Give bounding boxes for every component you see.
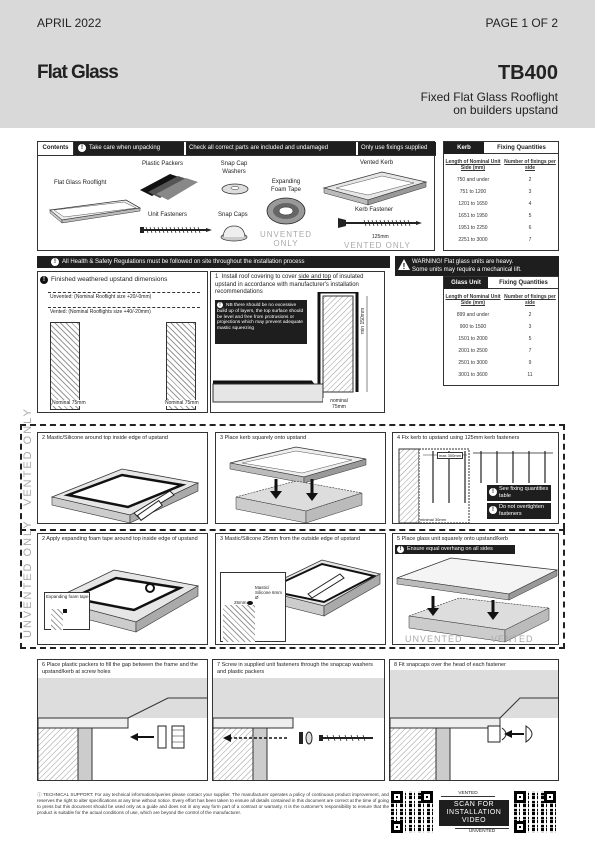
unpack-note: ! Take care when unpacking xyxy=(74,142,184,155)
kerb-fixing-table xyxy=(443,141,559,251)
vented-only-watermark: VENTED ONLY xyxy=(344,241,411,250)
exclamation-icon: ! xyxy=(78,144,86,152)
page-header xyxy=(0,0,595,128)
exclamation-icon: ! xyxy=(397,546,404,553)
brand-logo: Flat Glass xyxy=(37,62,118,83)
page-number: PAGE 1 OF 2 xyxy=(485,16,558,30)
exclamation-icon: ! xyxy=(217,302,223,308)
nominal-left: Nominal 75mm xyxy=(52,400,86,406)
mastic-offset-label: 25mm xyxy=(234,600,247,605)
upstand-title: ! Finished weathered upstand dimensions xyxy=(40,275,167,284)
vented-label: VENTED xyxy=(491,634,534,644)
vented-step-3: 3 Place kerb squarely onto upstand xyxy=(215,432,386,524)
glass-table-col1: Glass Unit xyxy=(444,277,488,289)
table-row: 1201 to 1650 4 xyxy=(458,201,532,207)
exclamation-icon: ! xyxy=(489,488,497,496)
packers-illustration xyxy=(136,168,206,202)
table-row: 2251 to 3000 7 xyxy=(458,237,532,243)
contents-label: Contents xyxy=(38,142,74,155)
vented-video-label: VENTED xyxy=(441,791,495,797)
vented-kerb-label: Vented Kerb xyxy=(360,160,394,166)
table-row: 899 and under 2 xyxy=(456,312,532,318)
document-date: APRIL 2022 xyxy=(37,16,102,30)
contents-header xyxy=(38,142,436,156)
glass-table-body: Length of Nominal Unit Side (mm) Number of fixings per side 899 and under 2 900 to 1500 3 1501 to 2000 5 2001 to 2500 7 2501 to 3000 9 3001 to 3600 11 xyxy=(444,291,558,381)
table-row: 1651 to 1950 5 xyxy=(458,213,532,219)
unvented-side-label: UNVENTED ONLY xyxy=(22,519,34,638)
health-safety-bar: ! All Health & Safety Regulations must be followed on site throughout the installation process xyxy=(37,256,390,268)
vented-step-2: 2 Mastic/Silicone around top inside edge of upstand xyxy=(37,432,208,524)
see-fixing-note: ! See fixing quantities table xyxy=(487,485,551,501)
table-row: 1951 to 2250 6 xyxy=(458,225,532,231)
heavy-warning: ! WARNING! Flat glass units are heavy. Some units may require a mechanical lift. xyxy=(395,256,559,276)
rooflight-illustration xyxy=(44,194,144,224)
packers-label: Plastic Packers xyxy=(142,161,184,167)
snap-cap-icon xyxy=(218,222,250,242)
unvented-step-3: 3 Mastic/Silicone 25mm from the outside edge of upstand 25mm Mastic/ Silicone 6mm Ø xyxy=(215,533,386,645)
fasteners-label: Unit Fasteners xyxy=(148,212,188,218)
kerb-fastener-label: Kerb Fastener xyxy=(355,207,394,213)
caps-label: Snap Caps xyxy=(218,212,248,218)
fixings-note: Only use fixings supplied xyxy=(358,142,436,155)
foam-tape-icon xyxy=(264,194,308,228)
step-8-panel: 8 Fit snapcaps over the head of each fastener xyxy=(389,659,559,781)
washer-illustration xyxy=(220,182,250,196)
vented-kerb-illustration xyxy=(320,168,430,208)
qr-code-vented[interactable] xyxy=(391,791,433,833)
unit-fastener-icon xyxy=(134,222,214,238)
glass-fixing-table xyxy=(443,276,559,386)
step-1-panel xyxy=(210,271,385,413)
table-row: 900 to 1500 3 xyxy=(459,324,532,330)
product-subtitle: Fixed Flat Glass Rooflight on builders upstand xyxy=(420,90,558,117)
max-spacing-label: max 300mm xyxy=(439,453,462,458)
step-8-illustration xyxy=(390,670,559,781)
exclamation-icon: ! xyxy=(489,506,497,514)
step-1-note: ! NB there should be no excessive build up of layers, the top surface should be level and free from protrusions or projections which may prevent adequate mastic squeezing xyxy=(215,300,307,344)
overhang-note: ! Ensure equal overhang on all sides xyxy=(395,545,515,554)
step-7-illustration xyxy=(213,678,385,781)
product-code: TB400 xyxy=(497,62,558,84)
svg-text:!: ! xyxy=(402,262,406,270)
step-5-illustration xyxy=(393,556,559,644)
contents-panel xyxy=(37,141,435,251)
unvented-step-2: 2 Apply expanding foam tape around top inside edge of upstand Expanding foam tape xyxy=(37,533,208,645)
info-icon: ⓘ xyxy=(37,792,44,797)
kerb-table-col1: Kerb xyxy=(444,142,484,154)
unvented-dimension: Unvented: (Nominal Rooflight size +20/-0mm) xyxy=(50,294,152,300)
check-parts-note: Check all correct parts are included and undamaged xyxy=(186,142,356,155)
technical-support-text: ⓘ TECHNICAL SUPPORT: For any technical information/queries please contact your supplier. The manufacturer operates a policy of continuous product improvement, and reserves the right to alter specifications at any time without notice. Every effort has been taken to ensure all details contained in this document are correct at the time of going to press but this document should be used only as a guide and does not in any way form part of a contract or warranty. It is the customer's responsibility to ensure that the product is suitable for the actual conditions of use, which are beyond the control of the manufacturer. xyxy=(37,792,389,815)
unvented-video-label: UNVENTED xyxy=(455,828,509,834)
vented-step-2-illustration xyxy=(38,443,208,524)
upstand-left xyxy=(50,322,80,410)
upstand-dimensions-panel xyxy=(37,271,208,413)
table-row: 1501 to 2000 5 xyxy=(458,336,532,342)
mastic-detail xyxy=(220,572,286,642)
kerb-length-label: 125mm xyxy=(372,234,389,240)
vented-step-3-illustration xyxy=(216,443,386,524)
kerb-fastener-icon xyxy=(334,215,424,233)
vented-step-4: 4 Fix kerb to upstand using 125mm kerb fasteners max 300mm minimal 30mm ! See fixing quantities table ! Do not overtighten fasteners xyxy=(392,432,559,524)
exclamation-icon: ! xyxy=(40,276,48,284)
step-5-panel: 5 Place glass unit squarely onto upstand/kerb ! Ensure equal overhang on all sides UNVENTED VENTED xyxy=(392,533,559,645)
vented-side-label: VENTED ONLY xyxy=(22,407,34,506)
overtighten-note: ! Do not overtighten fasteners xyxy=(487,503,551,519)
foam-tape-detail: Expanding foam tape xyxy=(44,592,90,630)
exclamation-icon: ! xyxy=(51,258,59,266)
table-row: 750 and under 2 xyxy=(456,177,532,183)
scan-video-banner: SCAN FOR INSTALLATION VIDEO xyxy=(439,800,509,826)
min-height-label: min 150mm xyxy=(360,307,366,334)
unvented-label: UNVENTED xyxy=(405,634,463,644)
kerb-table-col2: Fixing Quantities xyxy=(484,142,559,154)
washers-label: Snap Cap Washers xyxy=(220,161,248,175)
kerb-table-body: Length of Nominal Unit Side (mm) Number of fixings per side 750 and under 2 751 to 1200 3 1201 to 1650 4 1651 to 1950 5 1951 to 2250 6 2251 to 3000 7 xyxy=(444,156,558,246)
foam-label: Expanding Foam Tape xyxy=(271,179,301,193)
step-6-panel: 6 Place plastic packers to fill the gap between the frame and the upstand/kerb at screw holes xyxy=(37,659,208,781)
nominal-width-label: nominal 75mm xyxy=(323,398,355,410)
qr-code-unvented[interactable] xyxy=(514,791,556,833)
table-row: 2501 to 3000 9 xyxy=(458,360,532,366)
table-row: 2001 to 2500 7 xyxy=(458,348,532,354)
nominal-right: Nominal 75mm xyxy=(165,400,199,406)
min-spacing-label: minimal 30mm xyxy=(420,517,447,522)
rooflight-label: Flat Glass Rooflight xyxy=(54,180,107,186)
glass-table-col2: Fixing Quantities xyxy=(488,277,559,289)
step-6-illustration xyxy=(38,678,208,781)
step-7-panel: 7 Screw in supplied unit fasteners through the snapcap washers and plastic packers xyxy=(212,659,385,781)
warning-triangle-icon xyxy=(398,259,410,270)
mastic-size-label: Mastic/ Silicone 6mm Ø xyxy=(255,585,283,600)
unvented-only-watermark: UNVENTED ONLY xyxy=(260,230,313,248)
table-row: 751 to 1200 3 xyxy=(459,189,532,195)
vented-dimension: Vented: (Nominal Rooflights size +40/-20mm) xyxy=(50,309,151,315)
step-1-caption: 1 Install roof covering to cover side and top of insulated upstand in accordance with manufacturer's installation recommendations xyxy=(215,274,364,295)
table-row: 3001 to 3600 11 xyxy=(458,372,533,378)
upstand-right xyxy=(166,322,196,410)
